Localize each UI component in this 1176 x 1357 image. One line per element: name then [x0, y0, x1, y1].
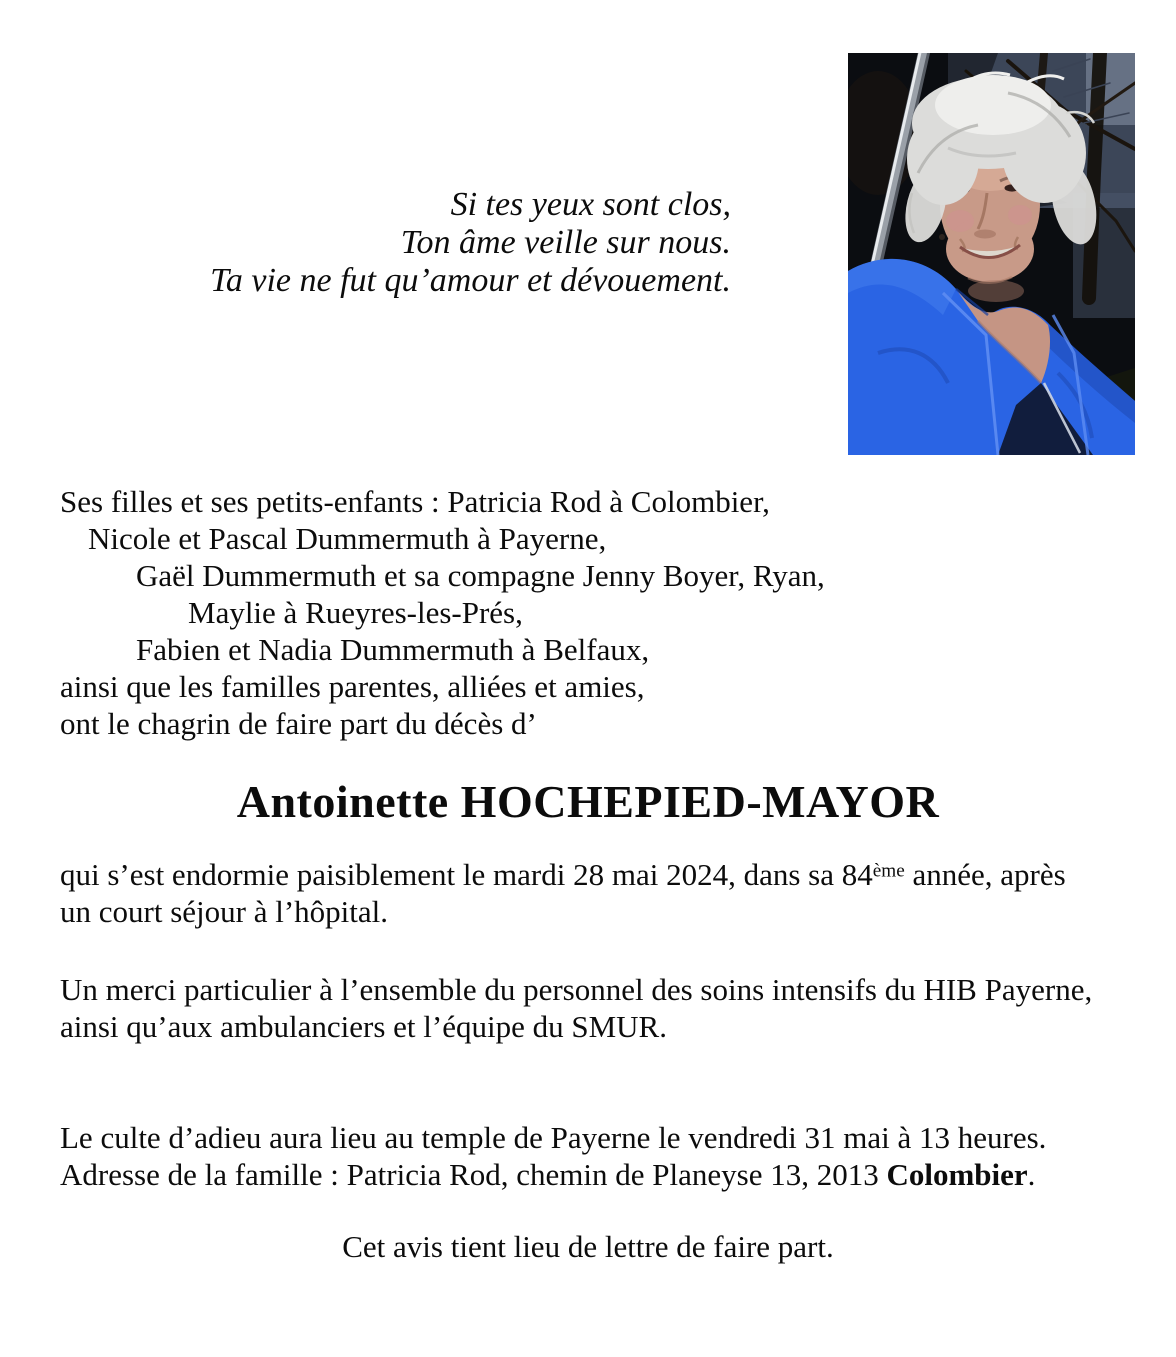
death-paragraph: [60, 856, 1066, 930]
family-line: Maylie à Rueyres-les-Prés,: [188, 595, 523, 630]
ceremony-line-1: Le culte d’adieu aura lieu au temple de Payerne le vendredi 31 mai à 13 heures.: [60, 1120, 1047, 1155]
thanks-line-2: ainsi qu’aux ambulanciers et l’équipe du SMUR.: [60, 1009, 667, 1044]
closing-statement: Cet avis tient lieu de lettre de faire part.: [342, 1229, 834, 1264]
epigraph-line: Ta vie ne fut qu’amour et dévouement.: [210, 262, 731, 299]
epigraph-line: Ton âme veille sur nous.: [400, 224, 731, 261]
thanks-line-1: Un merci particulier à l’ensemble du personnel des soins intensifs du HIB Payerne,: [60, 972, 1093, 1007]
family-line: Gaël Dummermuth et sa compagne Jenny Boyer, Ryan,: [136, 558, 825, 593]
family-address: Adresse de la famille : Patricia Rod, chemin de Planeyse 13, 2013: [60, 1157, 887, 1192]
family-line: Ses filles et ses petits-enfants : Patricia Rod à Colombier,: [60, 484, 770, 519]
epigraph-poem: [0, 186, 731, 300]
family-announcement: [60, 483, 825, 742]
deceased-name: Antoinette HOCHEPIED-MAYOR: [236, 776, 940, 827]
death-line-1-text: qui s’est endormie paisiblement le mardi 28 mai 2024, dans sa 84: [60, 857, 873, 892]
address-period: .: [1027, 1157, 1036, 1192]
family-line: Fabien et Nadia Dummermuth à Belfaux,: [136, 632, 650, 667]
family-line: Nicole et Pascal Dummermuth à Payerne,: [88, 521, 607, 556]
earring-icon: [939, 234, 945, 240]
ordinal-superscript: ème: [872, 860, 905, 882]
death-line-2: un court séjour à l’hôpital.: [60, 894, 388, 929]
portrait-photo: [848, 53, 1135, 455]
ceremony-paragraph: [60, 1119, 1046, 1193]
thanks-paragraph: [60, 971, 1092, 1045]
epigraph-line: Si tes yeux sont clos,: [450, 186, 731, 223]
ceremony-line-2: [60, 1156, 1046, 1193]
death-line-1: [60, 856, 1066, 893]
address-town-bold: Colombier: [886, 1157, 1028, 1192]
family-line: ainsi que les familles parentes, alliées et amies,: [60, 669, 645, 704]
family-line: ont le chagrin de faire part du décès d’: [60, 706, 537, 741]
death-line-1-cont: année, après: [904, 857, 1066, 892]
